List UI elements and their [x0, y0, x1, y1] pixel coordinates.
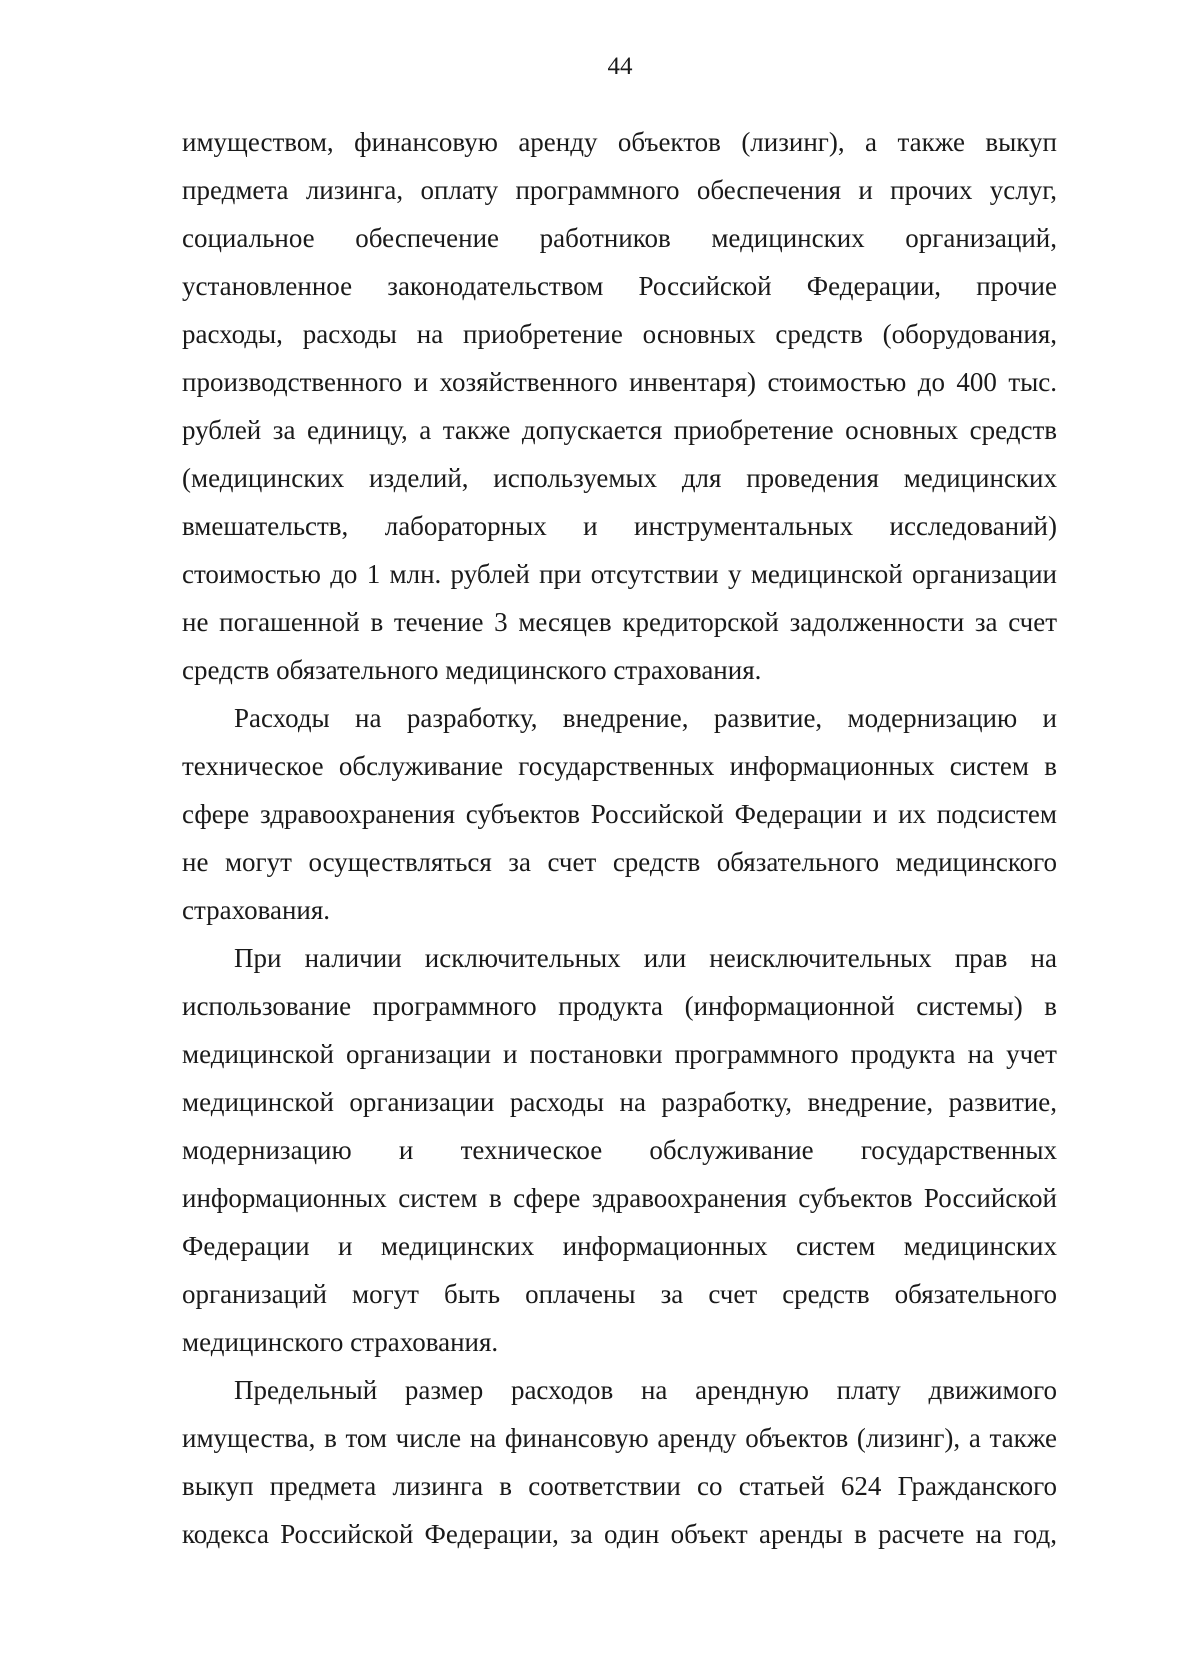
- text-line: установленное законодательством Российской Федерации, прочие: [182, 271, 1057, 301]
- text-line: медицинского страхования.: [182, 1327, 499, 1357]
- text-line: модернизацию и техническое обслуживание государственных: [182, 1135, 1057, 1165]
- text-line: медицинской организации расходы на разработку, внедрение, развитие,: [182, 1087, 1057, 1117]
- page-number: 44: [607, 53, 633, 80]
- paragraph-2: [182, 694, 1057, 934]
- text-line: При наличии исключительных или неисключительных прав на: [234, 943, 1057, 973]
- text-line: организаций могут быть оплачены за счет средств обязательного: [182, 1279, 1057, 1309]
- text-line: не погашенной в течение 3 месяцев кредиторской задолженности за счет: [182, 607, 1057, 637]
- text-line: предмета лизинга, оплату программного обеспечения и прочих услуг,: [182, 175, 1057, 205]
- text-line: не могут осуществляться за счет средств обязательного медицинского: [182, 847, 1057, 877]
- text-line: Предельный размер расходов на арендную плату движимого: [234, 1375, 1057, 1405]
- text-line: сфере здравоохранения субъектов Российской Федерации и их подсистем: [182, 799, 1057, 829]
- text-line: (медицинских изделий, используемых для проведения медицинских: [182, 463, 1057, 493]
- text-line: расходы, расходы на приобретение основных средств (оборудования,: [182, 319, 1057, 349]
- text-line: социальное обеспечение работников медицинских организаций,: [182, 223, 1057, 253]
- text-line: Расходы на разработку, внедрение, развитие, модернизацию и: [234, 703, 1057, 733]
- text-line: вмешательств, лабораторных и инструментальных исследований): [182, 511, 1057, 541]
- text-line: имуществом, финансовую аренду объектов (лизинг), а также выкуп: [182, 127, 1057, 157]
- text-line: имущества, в том числе на финансовую аренду объектов (лизинг), а также: [182, 1423, 1057, 1453]
- text-line: Федерации и медицинских информационных систем медицинских: [182, 1231, 1057, 1261]
- text-line: средств обязательного медицинского страхования.: [182, 655, 762, 685]
- text-line: медицинской организации и постановки программного продукта на учет: [182, 1039, 1057, 1069]
- text-line: производственного и хозяйственного инвентаря) стоимостью до 400 тыс.: [182, 367, 1057, 397]
- text-line: техническое обслуживание государственных информационных систем в: [182, 751, 1057, 781]
- text-line: информационных систем в сфере здравоохранения субъектов Российской: [182, 1183, 1057, 1213]
- paragraph-1: [182, 118, 1057, 694]
- text-line: кодекса Российской Федерации, за один объект аренды в расчете на год,: [182, 1519, 1057, 1549]
- text-line: страхования.: [182, 895, 331, 925]
- paragraph-4: [182, 1366, 1057, 1558]
- paragraph-3: [182, 934, 1057, 1366]
- body-text: [182, 118, 1057, 1558]
- text-line: рублей за единицу, а также допускается приобретение основных средств: [182, 415, 1057, 445]
- text-line: выкуп предмета лизинга в соответствии со статьей 624 Гражданского: [182, 1471, 1057, 1501]
- text-line: стоимостью до 1 млн. рублей при отсутствии у медицинской организации: [182, 559, 1057, 589]
- text-line: использование программного продукта (информационной системы) в: [182, 991, 1057, 1021]
